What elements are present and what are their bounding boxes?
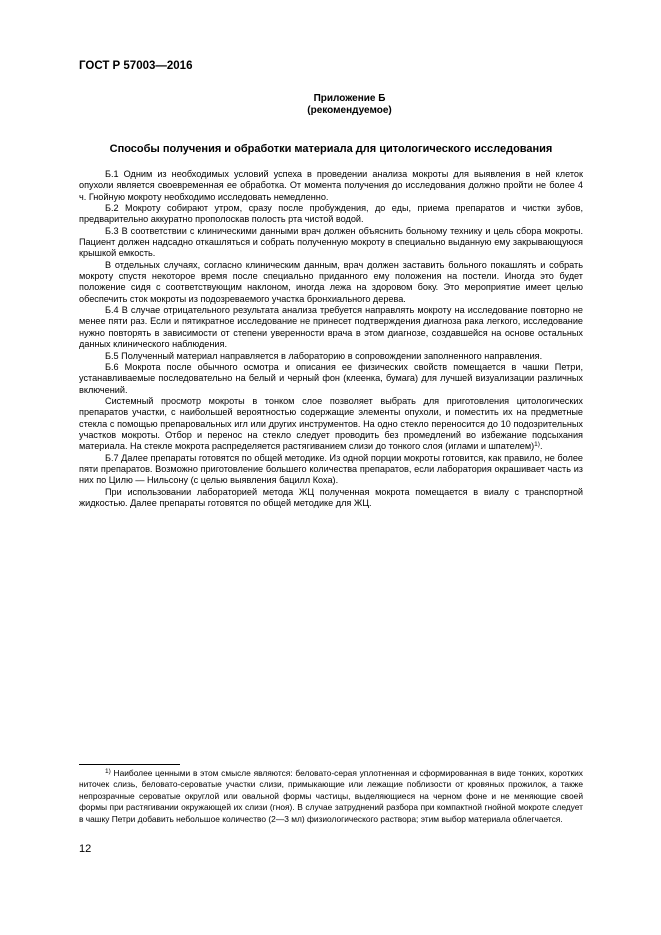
footnote-marker: 1) (105, 768, 111, 775)
paragraph-b6-note (79, 396, 583, 453)
footnote (79, 768, 583, 825)
paragraph-b6: Б.6 Мокрота после обычного осмотра и описания ее физических свойств помещается в чашки Петри, устанавливаемые последовательно на белый и черный фон (клеенка, бумага) для лучшей визуализации различных включений. (79, 361, 583, 395)
section-title: Способы получения и обработки материала для цитологического исследования (109, 143, 553, 155)
footnote-text (79, 768, 583, 825)
paragraph-b7: Б.7 Далее препараты готовятся по общей методике. Из одной порции мокроты готовится, как правило, не более пяти препаратов. Возможно приготовление большего количества препаратов, если лаборатория окрашивает часть из них по Цилю — Нильсону (с целью выявления бацилл Коха). (79, 452, 583, 486)
page-number: 12 (79, 843, 92, 855)
body-text (79, 169, 583, 509)
appendix-heading (0, 93, 661, 117)
document-code: ГОСТ Р 57003—2016 (79, 60, 193, 72)
footnote-divider (79, 764, 180, 765)
paragraph-b4: Б.4 В случае отрицательного результата анализа требуется направлять мокроту на исследование повторно не менее пяти раз. Если и пятикратное исследование не принесет подтверждения диагноза рака легкого, исследование нужно повторять в зависимости от степени уверенности врача в этом диагнозе, создавшейся на основе остальных данных клинического наблюдения. (79, 305, 583, 350)
footnote-ref[interactable]: 1) (534, 441, 540, 449)
paragraph-b7-note: При использовании лабораторией метода ЖЦ полученная мокрота помещается в виалу с транспортной жидкостью. Далее препараты готовятся по общей методике для ЖЦ. (79, 486, 583, 508)
paragraph-b1: Б.1 Одним из необходимых условий успеха в проведении анализа мокроты для выявления в ней клеток опухоли является своевременная ее обработка. От момента получения до исследования должно пройти не более 4 ч. Гнойную мокроту необходимо исследовать немедленно. (79, 169, 583, 202)
appendix-title: Приложение Б (313, 93, 386, 104)
footnote-body: Наиболее ценными в этом смысле являются: беловато-серая уплотненная и сформированная в виде тонких, коротких ниточек слизь, беловато-сероватые участки слизи, примыкающие или лежащие поблизости от кровяных прожилок, а также непрозрачные сероватые округлой или овальной формы частицы, выделяющиеся на черном фоне и не меняющие своей формы при растягивании окружающей их слизи (гноя). В случае затруднений разбора при компактной гнойной мокроте следует в чашку Петри добавить небольшое количество (2—3 мл) физиологического раствора; этим выбор материала облегчается. (79, 768, 583, 824)
paragraph-b5: Б.5 Полученный материал направляется в лабораторию в сопровождении заполненного направления. (105, 350, 543, 361)
paragraph-b2: Б.2 Мокроту собирают утром, сразу после пробуждения, до еды, приема препаратов и чистки зубов, предварительно аккуратно прополоскав полость рта чистой водой. (79, 203, 583, 225)
paragraph-b6-note-text: Системный просмотр мокроты в тонком слое позволяет выбрать для приготовления цитологических препаратов участки, с наибольшей вероятностью содержащие элементы опухоли, и поместить их на предметные стекла с помощью препаровальных игл или других инструментов. На одно стекло переносится до 10 подозрительных участков мокроты. Отбор и перенос на стекло следует проводить без промедлений во избежание подсыхания материала. На стекле мокрота распределяется растягиванием слизи до тонкого слоя (иглами и шпателем) (79, 395, 583, 452)
paragraph-b3-note: В отдельных случаях, согласно клиническим данным, врач должен заставить больного покашлять и собрать мокроту спустя некоторое время после специально приданного ему положения на постели. Иногда это будет положение сидя с соответствующим наклоном, иногда лежа на здоровом боку. Это мероприятие имеет целью обеспечить сток мокроты из подозреваемого участка бронхиального дерева. (79, 259, 583, 304)
appendix-subtitle: (рекомендуемое) (307, 105, 392, 116)
paragraph-b6-note-tail: . (539, 441, 543, 452)
paragraph-b3: Б.3 В соответствии с клиническими данными врач должен объяснить больному технику и цель сбора мокроты. Пациент должен надсадно откашляться и собрать полученную мокроту в специально выданную ему закрывающуюся крышкой емкость. (79, 225, 583, 259)
